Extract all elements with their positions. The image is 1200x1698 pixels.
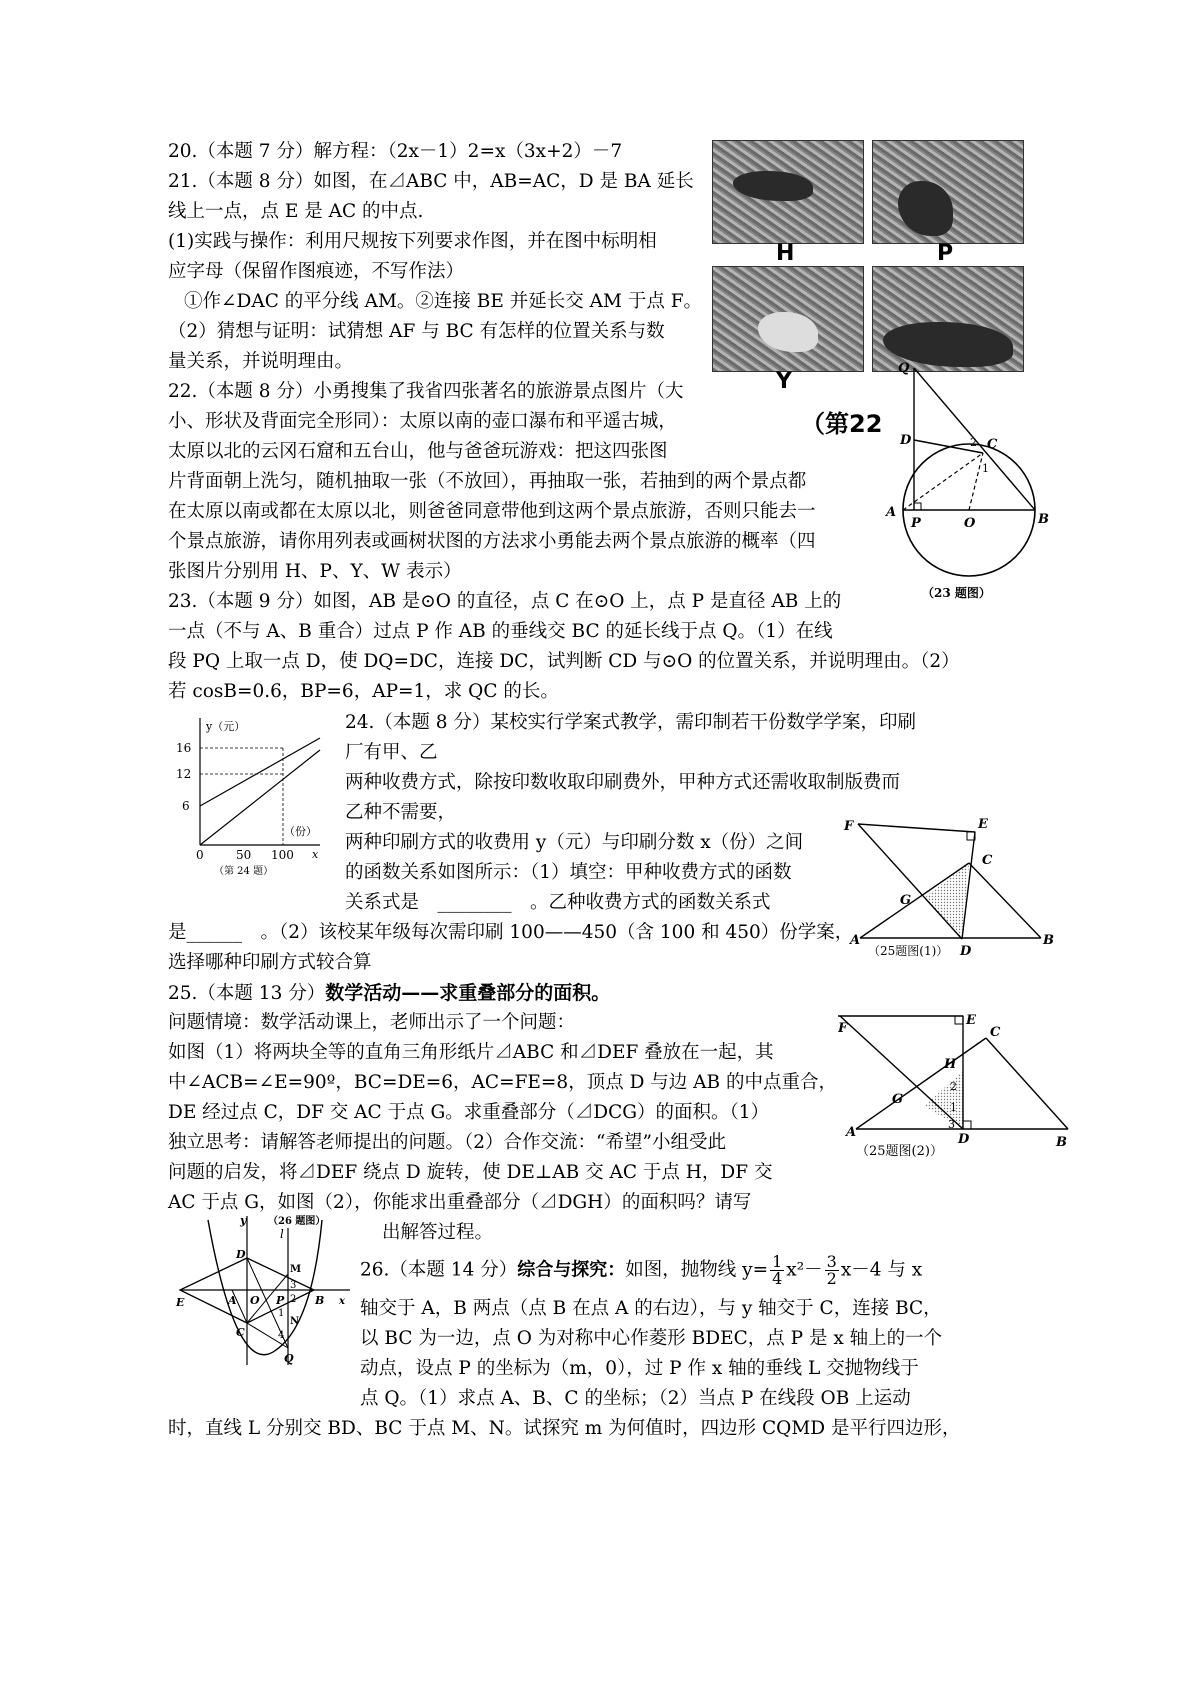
right-angle-d: [963, 1121, 971, 1129]
point-f-label: F: [844, 819, 854, 834]
problem-26-line: 轴交于 A，B 两点（点 B 在点 A 的右边），与 y 轴交于 C，连接 BC，: [360, 1298, 942, 1319]
problem-26-text: 如图，抛物线 y=: [625, 1259, 769, 1281]
problem-22-line: 在太原以南或都在太原以北，则爸爸同意带他到这两个景点旅游，否则只能去一: [168, 501, 816, 522]
figure-26-caption: （26 题图）: [268, 1216, 326, 1227]
problem-25-line: 问题情境：数学活动课上，老师出示了一个问题：: [168, 1012, 576, 1033]
problem-23-line: 段 PQ 上取一点 D，使 DQ=DC，连接 DC，试判断 CD 与⊙O 的位置关系，并说明理由。（2）: [168, 651, 960, 672]
point-b-label: B: [1043, 933, 1054, 948]
problem-26-line: 以 BC 为一边，点 O 为对称中心作菱形 BDEC，点 P 是 x 轴上的一个: [360, 1328, 943, 1349]
problem-25-line: 中∠ACB=∠E=90º，BC=DE=6，AC=FE=8，顶点 D 与边 AB 的中点重合，: [168, 1072, 838, 1093]
segment-cb: [969, 863, 1041, 938]
x-axis-unit: （份）: [284, 825, 317, 838]
problem-25-heading: [168, 978, 610, 1009]
y-tick-6: 6: [182, 799, 190, 813]
figure-25-1: [838, 808, 1068, 963]
x-tick-0: 0: [196, 848, 204, 862]
angle-1-label: 1: [982, 462, 989, 475]
problem-20: 20.（本题 7 分）解方程：（2x－1）2=x（3x+2）－7: [168, 141, 623, 162]
point-q-label: Q: [898, 361, 910, 376]
problem-25-title: 数学活动——求重叠部分的面积。: [325, 982, 611, 1004]
problem-21-line: （2）猜想与证明：试猜想 AF 与 BC 有怎样的位置关系与数: [168, 321, 665, 342]
point-q-label: Q: [284, 1352, 294, 1365]
angle-1-label: 1: [950, 1101, 957, 1114]
y-tick-16: 16: [176, 741, 192, 755]
shaded-triangle-dgh: [924, 1071, 963, 1129]
segment-oc: [969, 453, 983, 510]
line-l-label: l: [280, 1227, 284, 1241]
angle-3-label: 3: [290, 1280, 297, 1291]
problem-21-line: 量关系，并说明理由。: [168, 351, 354, 372]
point-a-label: A: [850, 933, 861, 948]
figure-25-1-caption: （25题图(1)）: [868, 944, 949, 958]
problem-26-title: 综合与探究：: [517, 1259, 626, 1281]
point-p-label: P: [911, 516, 921, 531]
problem-22-line: 22.（本题 8 分）小勇搜集了我省四张著名的旅游景点图片（大: [168, 381, 684, 402]
point-b-label: B: [1038, 512, 1049, 527]
figure-26: [172, 1210, 357, 1370]
point-n-label: N: [290, 1316, 300, 1327]
problem-24-line: 厂有甲、乙: [345, 742, 438, 763]
problem-21-line: (1)实践与操作：利用尺规按下列要求作图，并在图中标明相: [168, 231, 657, 252]
y-tick-12: 12: [176, 767, 192, 781]
problem-25-number: 25.（本题 13 分）: [168, 983, 326, 1004]
problem-26-text: x²－: [786, 1259, 823, 1281]
problem-26-line: 点 Q。（1）求点 A、B、C 的坐标；（2）当点 P 在线段 OB 上运动: [360, 1388, 911, 1409]
problem-26-line: 动点，设点 P 的坐标为（m，0），过 P 作 x 轴的垂线 L 交抛物线于: [360, 1358, 919, 1379]
point-a-label: A: [228, 1294, 237, 1307]
problem-26-line: 时，直线 L 分别交 BD、BC 于点 M、N。试探究 m 为何值时，四边形 CQMD 是平行四边形，: [168, 1418, 961, 1439]
problem-24-line: 两种印刷方式的收费用 y（元）与印刷分数 x（份）之间: [345, 832, 804, 853]
problem-25-line: 出解答过程。: [382, 1222, 494, 1243]
problem-24-line: 24.（本题 8 分）某校实行学案式教学，需印制若干份数学学案，印刷: [345, 712, 916, 733]
problem-24-line: 是______ 。（2）该校某年级每次需印刷 100——450（含 100 和 450）份学案，: [168, 922, 854, 943]
point-m-label: M: [290, 1264, 302, 1275]
problem-24-line: 选择哪种印刷方式较合算: [168, 952, 372, 973]
point-a-label: A: [886, 505, 897, 520]
problem-26-text: x－4 与 x: [840, 1259, 923, 1281]
problem-24-line: 的函数关系如图所示：（1）填空：甲种收费方式的函数: [345, 862, 792, 883]
point-d-label: D: [900, 433, 912, 448]
point-f-label: F: [838, 1021, 848, 1036]
angle-1-label: 1: [278, 1308, 285, 1319]
figure-24-caption: （第 24 题）: [214, 866, 274, 877]
point-e-label: E: [978, 817, 988, 832]
point-g-label: G: [892, 1092, 904, 1107]
point-c-label: C: [236, 1326, 245, 1339]
point-c-label: C: [990, 1025, 1001, 1040]
fraction-one-quarter: $\frac{1}{4}$: [772, 1252, 783, 1288]
axis-x-label: x: [339, 1296, 345, 1307]
point-c-label: C: [987, 437, 998, 452]
point-d-label: D: [960, 944, 972, 959]
point-c-label: C: [982, 853, 993, 868]
figure-25-2: [838, 1008, 1078, 1173]
problem-25-line: DE 经过点 C，DF 交 AC 于点 G。求重叠部分（⊿DCG）的面积。（1）: [168, 1102, 770, 1123]
angle-2-label: 2: [290, 1294, 297, 1305]
problem-22-line: 太原以北的云冈石窟和五台山，他与爸爸玩游戏：把这四张图: [168, 441, 668, 462]
figure-22-caption: （第22: [801, 410, 883, 438]
problem-24-line: 两种收费方式，除按印数收取印刷费外，甲种方式还需收取制版费而: [345, 772, 901, 793]
photo-p: [872, 140, 1024, 244]
fraction-three-halves: $\frac{3}{2}$: [826, 1252, 837, 1288]
problem-22-line: 片背面朝上洗匀，随机抽取一张（不放回），再抽取一张，若抽到的两个景点都: [168, 471, 807, 492]
point-a-label: A: [846, 1125, 857, 1140]
angle-2-label: 2: [970, 436, 977, 449]
problem-23-line: 一点（不与 A、B 重合）过点 P 作 AB 的垂线交 BC 的延长线于点 Q。（1）在线: [168, 621, 833, 642]
point-e-label: E: [966, 1013, 976, 1028]
problem-26-heading: [360, 1254, 922, 1287]
problem-21-line: 线上一点，点 E 是 AC 的中点.: [168, 201, 424, 222]
photo-label-p: P: [937, 241, 954, 266]
problem-24-line: 关系式是 ________ 。乙种收费方式的函数关系式: [345, 892, 771, 913]
problem-25-line: 如图（1）将两块全等的直角三角形纸片⊿ABC 和⊿DEF 叠放在一起，其: [168, 1042, 774, 1063]
segment-ac: [856, 1038, 986, 1129]
problem-21-line: 应字母（保留作图痕迹，不写作法）: [168, 261, 465, 282]
angle-4-label: 4: [278, 1330, 285, 1341]
segment-cb: [986, 1038, 1068, 1129]
point-b-label: B: [1056, 1135, 1067, 1150]
problem-23-line: 若 cosB=0.6，BP=6，AP=1，求 QC 的长。: [168, 681, 559, 702]
problem-25-line: AC 于点 G，如图（2），你能求出重叠部分（⊿DGH）的面积吗？请写: [168, 1192, 752, 1213]
problem-25-line: 问题的启发，将⊿DEF 绕点 D 旋转，使 DE⊥AB 交 AC 于点 H，DF 交: [168, 1162, 773, 1183]
problem-25-line: 独立思考：请解答老师提出的问题。（2）合作交流：“希望”小组受此: [168, 1132, 726, 1153]
point-d-label: D: [236, 1248, 246, 1261]
figure-24: [170, 710, 330, 880]
angle-2-label: 2: [950, 1080, 957, 1093]
x-tick-100: 100: [271, 848, 294, 862]
figure-23-caption: （23 题图）: [922, 586, 991, 600]
shaded-triangle-dcg: [924, 863, 969, 939]
problem-21-line: ①作∠DAC 的平分线 AM。②连接 BE 并延长交 AM 于点 F。: [184, 291, 703, 312]
problem-26-number: 26.（本题 14 分）: [360, 1259, 518, 1281]
photo-label-h: H: [776, 241, 795, 266]
segment-fd: [840, 1016, 963, 1129]
y-axis-label: y（元）: [206, 720, 246, 733]
point-b-label: B: [315, 1294, 325, 1307]
point-g-label: G: [900, 893, 912, 908]
photo-y: [712, 266, 864, 372]
x-tick-50: 50: [236, 848, 252, 862]
angle-3-label: 3: [948, 1118, 955, 1131]
point-o-label: O: [964, 516, 976, 531]
problem-21-line: 21.（本题 8 分）如图，在⊿ABC 中，AB=AC，D 是 BA 延长: [168, 171, 694, 192]
point-d-label: D: [958, 1132, 970, 1147]
problem-24-line: 乙种不需要，: [345, 802, 457, 823]
problem-23-line: 23.（本题 9 分）如图，AB 是⊙O 的直径，点 C 在⊙O 上，点 P 是直径 AB 上的: [168, 591, 842, 612]
right-angle-mark: [914, 503, 921, 510]
point-p-label: P: [276, 1294, 285, 1307]
right-angle-e: [955, 1016, 963, 1024]
photo-h: [712, 140, 864, 244]
x-axis-label: x: [312, 848, 319, 861]
problem-22-line: 张图片分别用 H、P、Y、W 表示）: [168, 561, 462, 582]
point-o-label: O: [250, 1294, 260, 1307]
photo-w: [872, 266, 1024, 372]
point-h-label: H: [944, 1057, 957, 1072]
axis-y-label: y: [240, 1214, 247, 1227]
figure-25-2-caption: （25题图(2)）: [856, 1144, 943, 1159]
point-e-label: E: [176, 1296, 185, 1309]
problem-22-line: 小、形状及背面完全形同）：太原以南的壶口瀑布和平遥古城，: [168, 411, 677, 432]
problem-22-line: 个景点旅游，请你用列表或画树状图的方法求小勇能去两个景点旅游的概率（四: [168, 531, 816, 552]
figure-23: [870, 360, 1070, 605]
segment-fe: [858, 824, 975, 832]
photo-label-y: Y: [776, 369, 792, 394]
